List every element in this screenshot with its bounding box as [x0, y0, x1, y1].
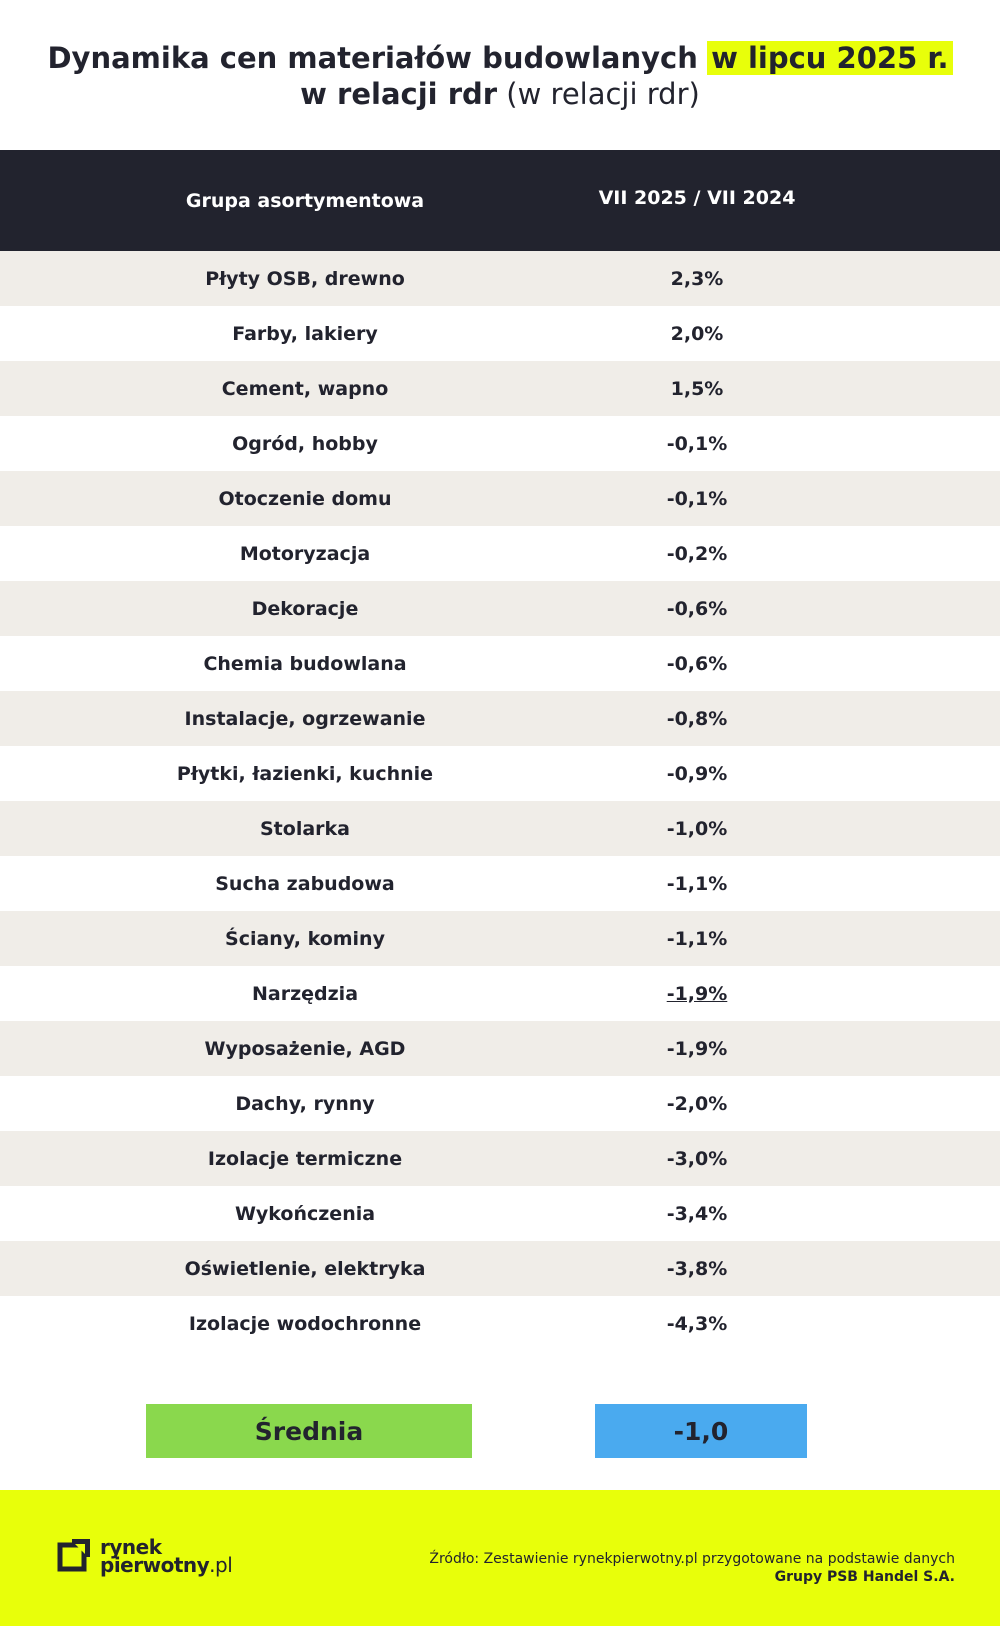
row-value: -0,6%: [666, 652, 728, 675]
logo-text: [100, 1535, 233, 1577]
row-category: Izolacje wodochronne: [188, 1312, 422, 1335]
row-category: Płyty OSB, drewno: [205, 267, 405, 290]
row-category: Wyposażenie, AGD: [204, 1037, 406, 1060]
row-category: Chemia budowlana: [203, 652, 407, 675]
table-header: [0, 150, 1000, 251]
footer: [0, 1490, 1000, 1626]
row-value: -0,1%: [666, 487, 728, 510]
table-row: [0, 911, 1000, 966]
row-value: -0,8%: [666, 707, 728, 730]
column-header-value: VII 2025 / VII 2024: [598, 186, 796, 209]
row-value: -1,9%: [666, 982, 728, 1005]
title-highlight: w lipcu 2025 r.: [707, 41, 952, 75]
row-category: Instalacje, ogrzewanie: [184, 707, 426, 730]
row-category: Dachy, rynny: [235, 1092, 375, 1115]
row-value: 1,5%: [670, 377, 724, 400]
row-value: 2,0%: [670, 322, 724, 345]
table-row: [0, 1186, 1000, 1241]
title-line-2: [0, 76, 1000, 112]
row-category: Izolacje termiczne: [207, 1147, 403, 1170]
row-value: -0,2%: [666, 542, 728, 565]
table-row: [0, 691, 1000, 746]
table-row: [0, 416, 1000, 471]
table-row: [0, 966, 1000, 1021]
row-value: -3,8%: [666, 1257, 728, 1280]
row-category: Oświetlenie, elektryka: [184, 1257, 426, 1280]
row-category: Ogród, hobby: [232, 432, 378, 455]
logo-line-2: [100, 1553, 233, 1577]
row-value: -0,9%: [666, 762, 728, 785]
row-value: -1,1%: [666, 872, 728, 895]
row-value: -2,0%: [666, 1092, 728, 1115]
row-category: Stolarka: [260, 817, 350, 840]
table-row: [0, 361, 1000, 416]
logo-line-2-main: pierwotny: [100, 1553, 210, 1577]
title-line2-bold: w relacji rdr: [300, 77, 498, 111]
row-category: Narzędzia: [251, 982, 359, 1005]
row-value: -3,4%: [666, 1202, 728, 1225]
logo-line-1: rynek: [100, 1535, 162, 1559]
column-header-category: Grupa asortymentowa: [185, 189, 425, 212]
source-line-2: Grupy PSB Handel S.A.: [774, 1569, 955, 1585]
row-value: -3,0%: [666, 1147, 728, 1170]
row-value: -1,0%: [666, 817, 728, 840]
logo: [56, 1536, 232, 1576]
row-category: Otoczenie domu: [218, 487, 392, 510]
row-category: Sucha zabudowa: [215, 872, 395, 895]
source-note: [429, 1550, 955, 1586]
source-line-1: Źródło: Zestawienie rynekpierwotny.pl przygotowane na podstawie danych: [429, 1551, 955, 1567]
title-line2-light: (w relacji rdr): [506, 77, 700, 111]
row-category: Cement, wapno: [221, 377, 389, 400]
table-row: [0, 581, 1000, 636]
table-row: [0, 306, 1000, 361]
table-row: [0, 251, 1000, 306]
table-row: [0, 856, 1000, 911]
row-value: 2,3%: [670, 267, 724, 290]
average-value: -1,0: [595, 1404, 807, 1458]
row-category: Motoryzacja: [239, 542, 371, 565]
row-category: Płytki, łazienki, kuchnie: [176, 762, 434, 785]
table-row: [0, 1076, 1000, 1131]
table-row: [0, 471, 1000, 526]
row-value: -1,1%: [666, 927, 728, 950]
table-row: [0, 636, 1000, 691]
row-value: -0,6%: [666, 597, 728, 620]
row-value: -0,1%: [666, 432, 728, 455]
row-category: Wykończenia: [234, 1202, 376, 1225]
logo-mark-icon: [56, 1539, 90, 1573]
row-value: -1,9%: [666, 1037, 728, 1060]
table-row: [0, 526, 1000, 581]
table-row: [0, 746, 1000, 801]
average-label: Średnia: [146, 1404, 472, 1458]
row-category: Farby, lakiery: [232, 322, 378, 345]
table-row: [0, 1021, 1000, 1076]
table-row: [0, 1241, 1000, 1296]
row-value: -4,3%: [666, 1312, 728, 1335]
table-row: [0, 1131, 1000, 1186]
title-line-1: [0, 40, 1000, 76]
table-row: [0, 801, 1000, 856]
row-category: Dekoracje: [251, 597, 359, 620]
row-category: Ściany, kominy: [225, 927, 385, 950]
logo-suffix: .pl: [209, 1553, 233, 1577]
title-prefix: Dynamika cen materiałów budowlanych: [47, 41, 698, 75]
table-body: [0, 251, 1000, 1351]
table-row: [0, 1296, 1000, 1351]
page-title: [0, 40, 1000, 112]
